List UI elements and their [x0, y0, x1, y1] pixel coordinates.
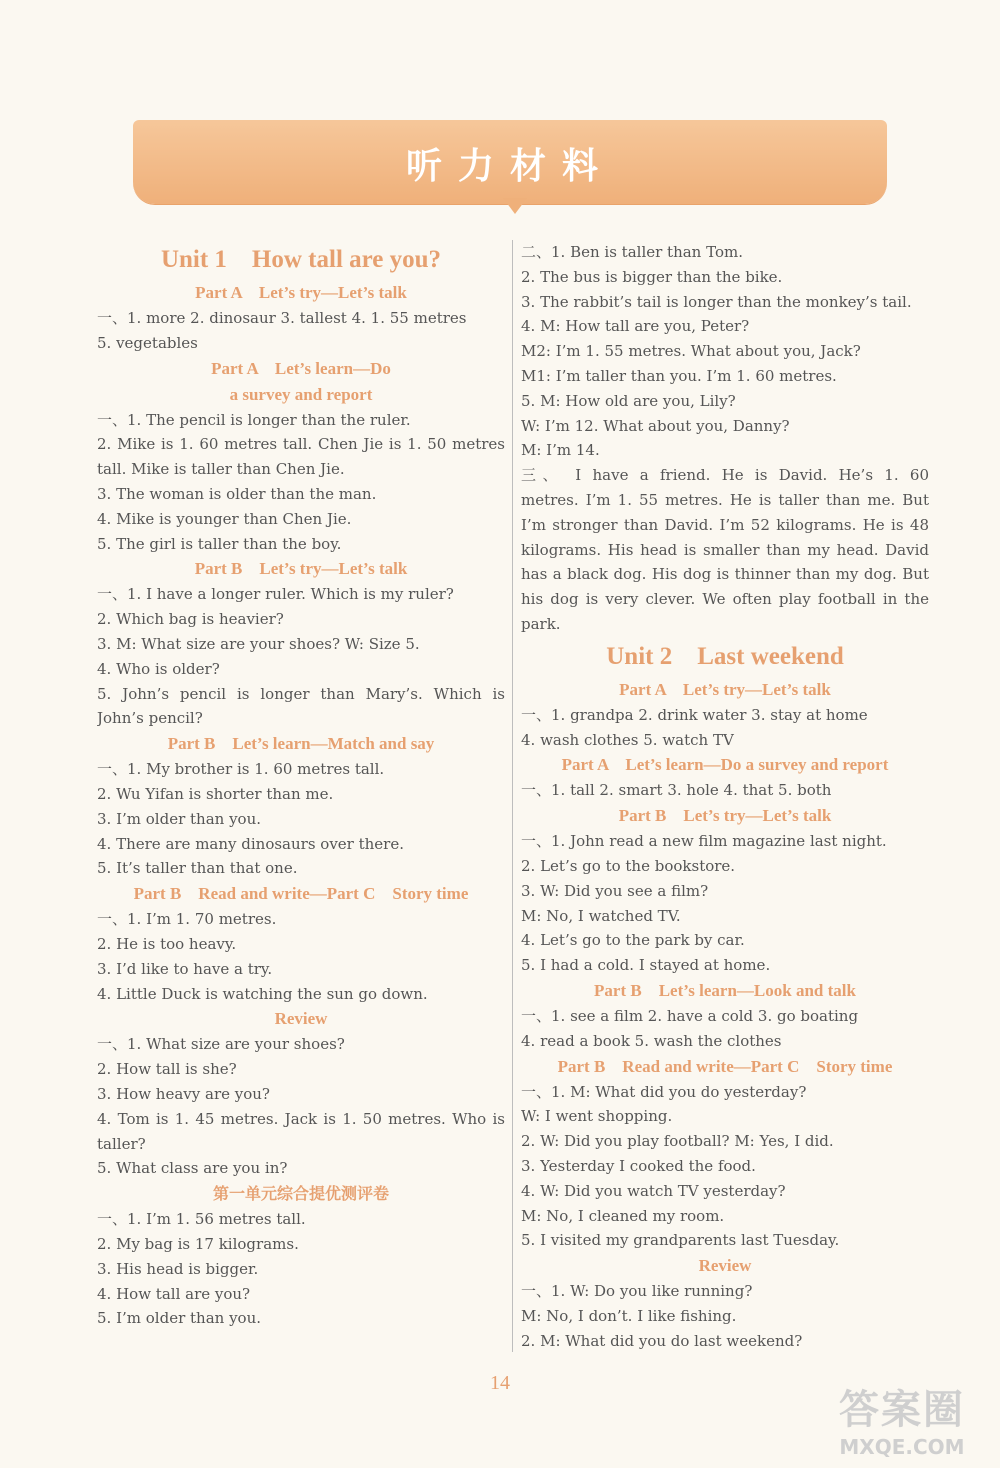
text-line: 4. Mike is younger than Chen Jie. — [97, 509, 352, 528]
text-line: 2. W: Did you play football? M: Yes, I did. — [521, 1132, 834, 1151]
text-line: 二、1. Ben is taller than Tom. — [521, 243, 743, 261]
text-line: taller? — [97, 1134, 146, 1153]
text-line: 一、1. see a film 2. have a cold 3. go boating — [521, 1006, 859, 1025]
text-line: W: I went shopping. — [521, 1107, 673, 1126]
text-line: 3. How heavy are you? — [97, 1084, 270, 1103]
part-heading: Review — [274, 1009, 328, 1029]
text-line: 2. Wu Yifan is shorter than me. — [97, 784, 334, 803]
text-line: 一、1. more 2. dinosaur 3. tallest 4. 1. 55 metres — [97, 309, 467, 327]
section-title: 听力材料 — [405, 146, 614, 187]
text-line: 4. Little Duck is watching the sun go down. — [97, 984, 428, 1003]
text-line: 一、1. My brother is 1. 60 metres tall. — [97, 760, 385, 779]
text-line: W: I’m 12. What about you, Danny? — [521, 416, 790, 435]
watermark-url: MXQE.COM — [839, 1435, 965, 1459]
text-line: 3. M: What size are your shoes? W: Size 5. — [97, 634, 420, 653]
text-line: 三、 I have a friend. He is David. He’s 1. 60 — [521, 466, 929, 485]
part-heading: Part B Let’s learn—Match and say — [167, 734, 435, 754]
text-line: 5. I visited my grandparents last Tuesday. — [521, 1231, 840, 1250]
text-line: 3. Yesterday I cooked the food. — [521, 1156, 756, 1175]
text-line: 一、1. John read a new film magazine last night. — [521, 832, 887, 851]
text-line: 3. I’m older than you. — [97, 809, 262, 828]
text-line: 一、1. What size are your shoes? — [97, 1035, 345, 1054]
text-line: 4. Tom is 1. 45 metres. Jack is 1. 50 metres. Who is — [97, 1109, 505, 1128]
text-line: 2. He is too heavy. — [97, 934, 237, 953]
part-heading: a survey and report — [229, 384, 373, 404]
text-line: 一、1. The pencil is longer than the ruler. — [97, 410, 411, 429]
text-line: kilograms. His head is smaller than my head. David — [521, 540, 929, 559]
text-line: 5. The girl is taller than the boy. — [97, 534, 342, 553]
text-line: 5. I’m older than you. — [97, 1309, 262, 1328]
part-heading: Review — [698, 1256, 752, 1276]
text-line: 2. The bus is bigger than the bike. — [521, 267, 783, 286]
text-line: M: No, I watched TV. — [521, 906, 681, 925]
text-line: his dog is very clever. We often play football in the — [521, 590, 929, 609]
test-heading: 第一单元综合提优测评卷 — [212, 1184, 389, 1204]
text-line: 5. It’s taller than that one. — [97, 859, 298, 878]
part-heading: Part B Read and write—Part C Story time — [557, 1056, 893, 1076]
text-line: 5. I had a cold. I stayed at home. — [521, 956, 771, 975]
text-line: M1: I’m taller than you. I’m 1. 60 metres. — [521, 366, 837, 385]
text-line: 5. What class are you in? — [97, 1159, 288, 1178]
text-line: 4. wash clothes 5. watch TV — [521, 730, 734, 749]
text-line: 一、1. I’m 1. 56 metres tall. — [97, 1210, 306, 1229]
text-line: 2. M: What did you do last weekend? — [521, 1331, 803, 1350]
text-line: 2. Which bag is heavier? — [97, 610, 284, 629]
text-line: 2. My bag is 17 kilograms. — [97, 1234, 299, 1253]
left-column — [97, 240, 505, 1331]
text-line: John’s pencil? — [97, 709, 203, 728]
unit-heading: Unit 1 How tall are you? — [160, 246, 442, 273]
text-line: 3. The woman is older than the man. — [97, 484, 377, 503]
text-line: 3. I’d like to have a try. — [97, 959, 273, 978]
text-line: 4. Let’s go to the park by car. — [521, 931, 745, 950]
part-heading: Part B Let’s try—Let’s talk — [194, 559, 408, 579]
text-line: M2: I’m 1. 55 metres. What about you, Jack? — [521, 342, 861, 361]
part-heading: Part A Let’s try—Let’s talk — [619, 679, 831, 699]
text-line: 2. Mike is 1. 60 metres tall. Chen Jie is 1. 50 metres — [97, 435, 505, 454]
text-line: metres. I’m 1. 55 metres. He is taller than me. But — [521, 490, 929, 509]
text-line: 4. Who is older? — [97, 659, 220, 678]
text-line: has a black dog. His dog is thinner than my dog. But — [521, 565, 929, 584]
text-line: park. — [521, 614, 561, 633]
page-number: 14 — [490, 1372, 510, 1394]
text-line: 4. How tall are you? — [97, 1284, 251, 1303]
text-line: 5. John’s pencil is longer than Mary’s. Which is — [97, 684, 505, 703]
text-line: 2. Let’s go to the bookstore. — [521, 856, 736, 875]
section-banner — [133, 120, 887, 204]
unit-heading: Unit 2 Last weekend — [606, 642, 844, 670]
text-line: 5. vegetables — [97, 333, 198, 352]
text-line: 3. W: Did you see a film? — [521, 881, 709, 900]
text-line: 4. There are many dinosaurs over there. — [97, 834, 404, 853]
part-heading: Part A Let’s learn—Do — [211, 358, 391, 378]
text-line: 2. How tall is she? — [97, 1060, 237, 1079]
text-line: 一、1. M: What did you do yesterday? — [521, 1082, 807, 1101]
text-line: 4. M: How tall are you, Peter? — [521, 317, 750, 336]
right-column — [521, 240, 929, 1353]
text-line: 一、1. tall 2. smart 3. hole 4. that 5. both — [521, 781, 832, 800]
part-heading: Part B Let’s try—Let’s talk — [618, 806, 832, 826]
part-heading: Part A Let’s try—Let’s talk — [195, 283, 407, 302]
text-line: 一、1. I’m 1. 70 metres. — [97, 910, 277, 929]
text-line: M: I’m 14. — [521, 441, 600, 460]
part-heading: Part B Let’s learn—Look and talk — [594, 980, 856, 1000]
part-heading: Part B Read and write—Part C Story time — [133, 884, 469, 904]
text-line: M: No, I don’t. I like fishing. — [521, 1306, 737, 1325]
text-line: 3. His head is bigger. — [97, 1259, 259, 1278]
part-heading: Part A Let’s learn—Do a survey and report — [561, 755, 889, 775]
text-line: I’m stronger than David. I’m 52 kilograms. He is 48 — [521, 515, 929, 534]
text-line: 一、1. grandpa 2. drink water 3. stay at home — [521, 705, 868, 724]
text-line: 3. The rabbit’s tail is longer than the monkey’s tail. — [521, 292, 912, 311]
banner-pointer — [503, 198, 527, 214]
text-line: 一、1. W: Do you like running? — [521, 1282, 753, 1301]
column-divider — [512, 240, 513, 1352]
text-line: M: No, I cleaned my room. — [521, 1206, 725, 1225]
text-line: 4. W: Did you watch TV yesterday? — [521, 1181, 786, 1200]
text-line: 4. read a book 5. wash the clothes — [521, 1031, 782, 1050]
text-line: tall. Mike is taller than Chen Jie. — [97, 460, 345, 479]
text-line: 一、1. I have a longer ruler. Which is my ruler? — [97, 585, 454, 604]
watermark-logo — [812, 1378, 992, 1460]
text-line: 5. M: How old are you, Lily? — [521, 391, 736, 410]
watermark-text: 答案圈 — [839, 1387, 965, 1433]
